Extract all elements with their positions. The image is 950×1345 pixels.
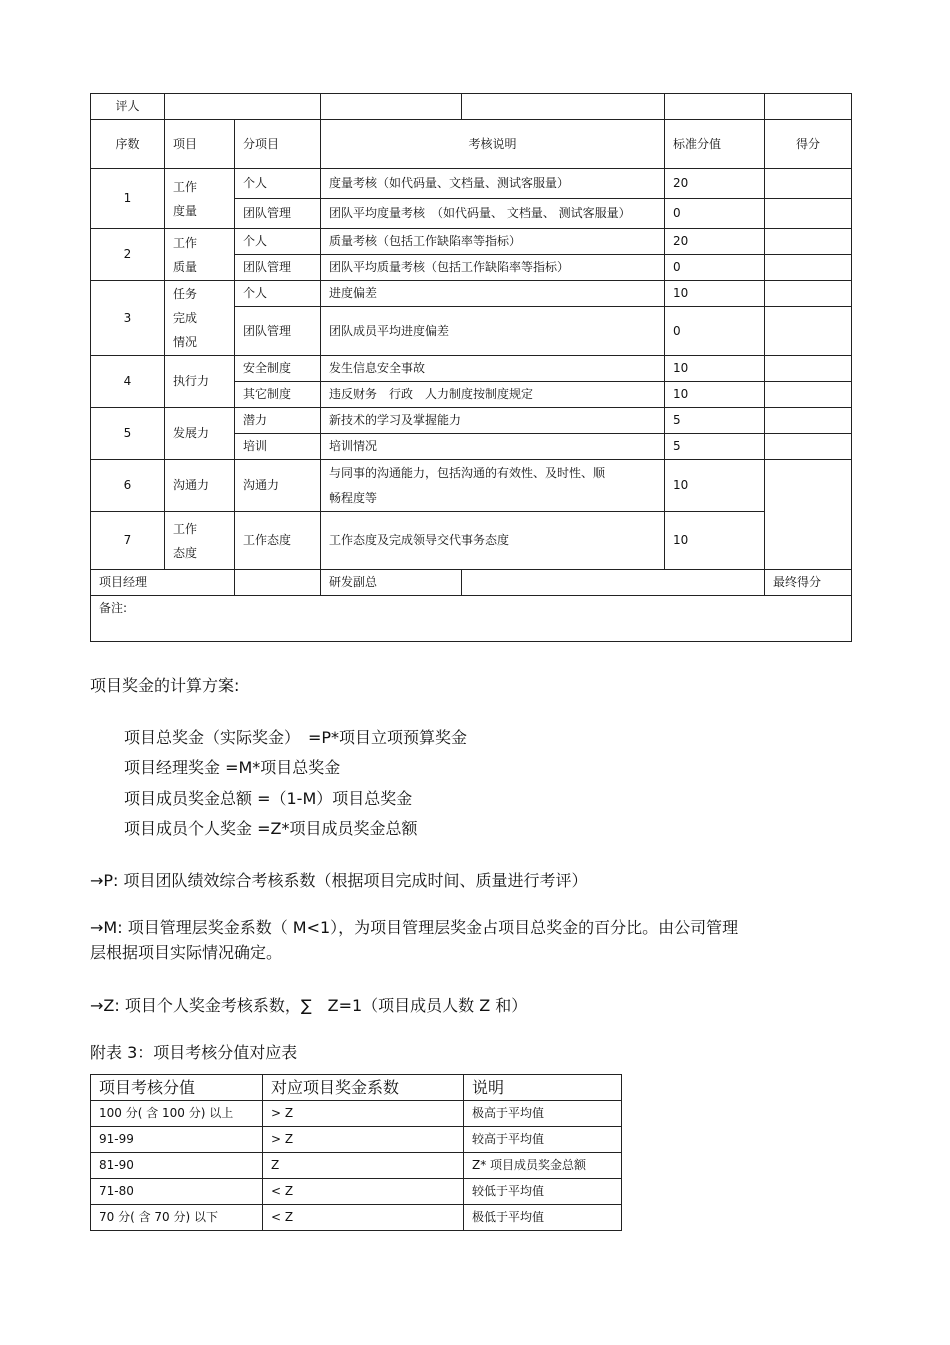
- row-subitem: 团队管理: [235, 199, 321, 229]
- table3-cell-score: 71-80: [91, 1179, 263, 1205]
- row-std-score: 10: [665, 512, 765, 570]
- table-row: [91, 356, 852, 382]
- project-manager-label: 项目经理: [91, 570, 235, 596]
- table-row: [91, 229, 852, 255]
- score-mapping-table: [90, 1074, 622, 1231]
- row-desc: 培训情况: [321, 434, 665, 460]
- header-row: [91, 120, 852, 169]
- p-note: →P: 项目团队绩效综合考核系数（根据项目完成时间、质量进行考评）: [90, 871, 588, 890]
- table3-cell-desc: 极低于平均值: [464, 1205, 622, 1231]
- formula-member-individual: 项目成员个人奖金 =Z*项目成员奖金总额: [124, 819, 418, 838]
- row-std-score: 5: [665, 408, 765, 434]
- row-std-score: 20: [665, 229, 765, 255]
- table3-header-coef: 对应项目奖金系数: [263, 1075, 464, 1101]
- table-row: [91, 460, 852, 512]
- row-item: 工作 质量: [165, 229, 235, 281]
- row-std-score: 0: [665, 255, 765, 281]
- row-std-score: 0: [665, 307, 765, 356]
- table-row: [91, 1101, 622, 1127]
- row-subitem: 工作态度: [235, 512, 321, 570]
- row-subitem: 潜力: [235, 408, 321, 434]
- table-row: [91, 169, 852, 199]
- row-subitem: 安全制度: [235, 356, 321, 382]
- table3-cell-score: 91-99: [91, 1127, 263, 1153]
- formula-total: 项目总奖金（实际奖金） =P*项目立项预算奖金: [124, 728, 468, 747]
- table3-cell-coef: > Z: [263, 1127, 464, 1153]
- formula-pm: 项目经理奖金 =M*项目总奖金: [124, 758, 341, 777]
- row-item: 发展力: [165, 408, 235, 460]
- table3-cell-coef: Z: [263, 1153, 464, 1179]
- z-note: →Z: 项目个人奖金考核系数，∑ Z=1（项目成员人数 Z 和）: [90, 996, 528, 1015]
- row-score: [765, 199, 852, 229]
- row-subitem: 团队管理: [235, 307, 321, 356]
- table-row: [91, 281, 852, 307]
- header-desc: 考核说明: [321, 120, 665, 169]
- table3-cell-coef: < Z: [263, 1205, 464, 1231]
- row-seq: 3: [91, 281, 165, 356]
- row-score: [765, 356, 852, 382]
- row-item: 任务 完成 情况: [165, 281, 235, 356]
- bonus-heading: 项目奖金的计算方案:: [90, 676, 240, 695]
- table3-cell-desc: 较高于平均值: [464, 1127, 622, 1153]
- row-desc: 发生信息安全事故: [321, 356, 665, 382]
- row-score: [765, 460, 852, 570]
- header-score: 得分: [765, 120, 852, 169]
- row-std-score: 10: [665, 460, 765, 512]
- row-std-score: 5: [665, 434, 765, 460]
- table3-caption: 附表 3：项目考核分值对应表: [90, 1043, 298, 1062]
- note-label: 备注:: [91, 596, 852, 642]
- row-desc: 质量考核（包括工作缺陷率等指标）: [321, 229, 665, 255]
- row-item: 工作 度量: [165, 169, 235, 229]
- row-desc: 进度偏差: [321, 281, 665, 307]
- table3-cell-desc: Z* 项目成员奖金总额: [464, 1153, 622, 1179]
- row-subitem: 培训: [235, 434, 321, 460]
- table-row: [91, 1153, 622, 1179]
- table3-header-desc: 说明: [464, 1075, 622, 1101]
- row-desc: 度量考核（如代码量、文档量、测试客服量）: [321, 169, 665, 199]
- row-seq: 4: [91, 356, 165, 408]
- row-desc: 团队平均度量考核 （如代码量、 文档量、 测试客服量）: [321, 199, 665, 229]
- row-score: [765, 408, 852, 434]
- row-seq: 7: [91, 512, 165, 570]
- row-desc: 违反财务 行政 人力制度按制度规定: [321, 382, 665, 408]
- table3-cell-coef: < Z: [263, 1179, 464, 1205]
- row-std-score: 10: [665, 382, 765, 408]
- table-row: [91, 512, 852, 570]
- row-item: 沟通力: [165, 460, 235, 512]
- final-score-label: 最终得分: [765, 570, 852, 596]
- row-item: 执行力: [165, 356, 235, 408]
- row-desc: 工作态度及完成领导交代事务态度: [321, 512, 665, 570]
- table3-cell-coef: > Z: [263, 1101, 464, 1127]
- table-row: [91, 1127, 622, 1153]
- row-std-score: 10: [665, 356, 765, 382]
- table3-header-score: 项目考核分值: [91, 1075, 263, 1101]
- row-desc: 团队成员平均进度偏差: [321, 307, 665, 356]
- note-row: [91, 596, 852, 642]
- table3-header-row: [91, 1075, 622, 1101]
- row-seq: 1: [91, 169, 165, 229]
- row-desc: 与同事的沟通能力，包括沟通的有效性、及时性、顺 畅程度等: [321, 460, 665, 512]
- table3-cell-desc: 极高于平均值: [464, 1101, 622, 1127]
- row-score: [765, 382, 852, 408]
- table3-cell-desc: 较低于平均值: [464, 1179, 622, 1205]
- row-std-score: 0: [665, 199, 765, 229]
- row-desc: 新技术的学习及掌握能力: [321, 408, 665, 434]
- row-score: [765, 307, 852, 356]
- m-note-line1: →M: 项目管理层奖金系数（ M<1），为项目管理层奖金占项目总奖金的百分比。由公司管理: [90, 918, 739, 937]
- row-score: [765, 281, 852, 307]
- header-seq: 序数: [91, 120, 165, 169]
- table3-cell-score: 70 分( 含 70 分) 以下: [91, 1205, 263, 1231]
- row-score: [765, 229, 852, 255]
- row-subitem: 团队管理: [235, 255, 321, 281]
- table-row: [91, 408, 852, 434]
- table3-cell-score: 81-90: [91, 1153, 263, 1179]
- row-desc: 团队平均质量考核（包括工作缺陷率等指标）: [321, 255, 665, 281]
- m-note-line2: 层根据项目实际情况确定。: [90, 943, 283, 962]
- row-score: [765, 169, 852, 199]
- row-item: 工作 态度: [165, 512, 235, 570]
- rd-vp-label: 研发副总: [321, 570, 462, 596]
- row-subitem: 沟通力: [235, 460, 321, 512]
- row-seq: 2: [91, 229, 165, 281]
- row-subitem: 个人: [235, 281, 321, 307]
- formula-members-total: 项目成员奖金总额 =（1-M）项目总奖金: [124, 789, 413, 808]
- row-std-score: 20: [665, 169, 765, 199]
- table-row: [91, 1205, 622, 1231]
- row-seq: 6: [91, 460, 165, 512]
- top-row: [91, 94, 852, 120]
- row-seq: 5: [91, 408, 165, 460]
- footer-row: [91, 570, 852, 596]
- row-subitem: 个人: [235, 169, 321, 199]
- row-score: [765, 255, 852, 281]
- row-subitem: 其它制度: [235, 382, 321, 408]
- evaluation-table: [90, 93, 852, 642]
- header-subitem: 分项目: [235, 120, 321, 169]
- header-item: 项目: [165, 120, 235, 169]
- table3-cell-score: 100 分( 含 100 分) 以上: [91, 1101, 263, 1127]
- row-std-score: 10: [665, 281, 765, 307]
- table-row: [91, 1179, 622, 1205]
- row-subitem: 个人: [235, 229, 321, 255]
- row-score: [765, 434, 852, 460]
- evaluator-label: 评人: [91, 94, 165, 120]
- header-std-score: 标准分值: [665, 120, 765, 169]
